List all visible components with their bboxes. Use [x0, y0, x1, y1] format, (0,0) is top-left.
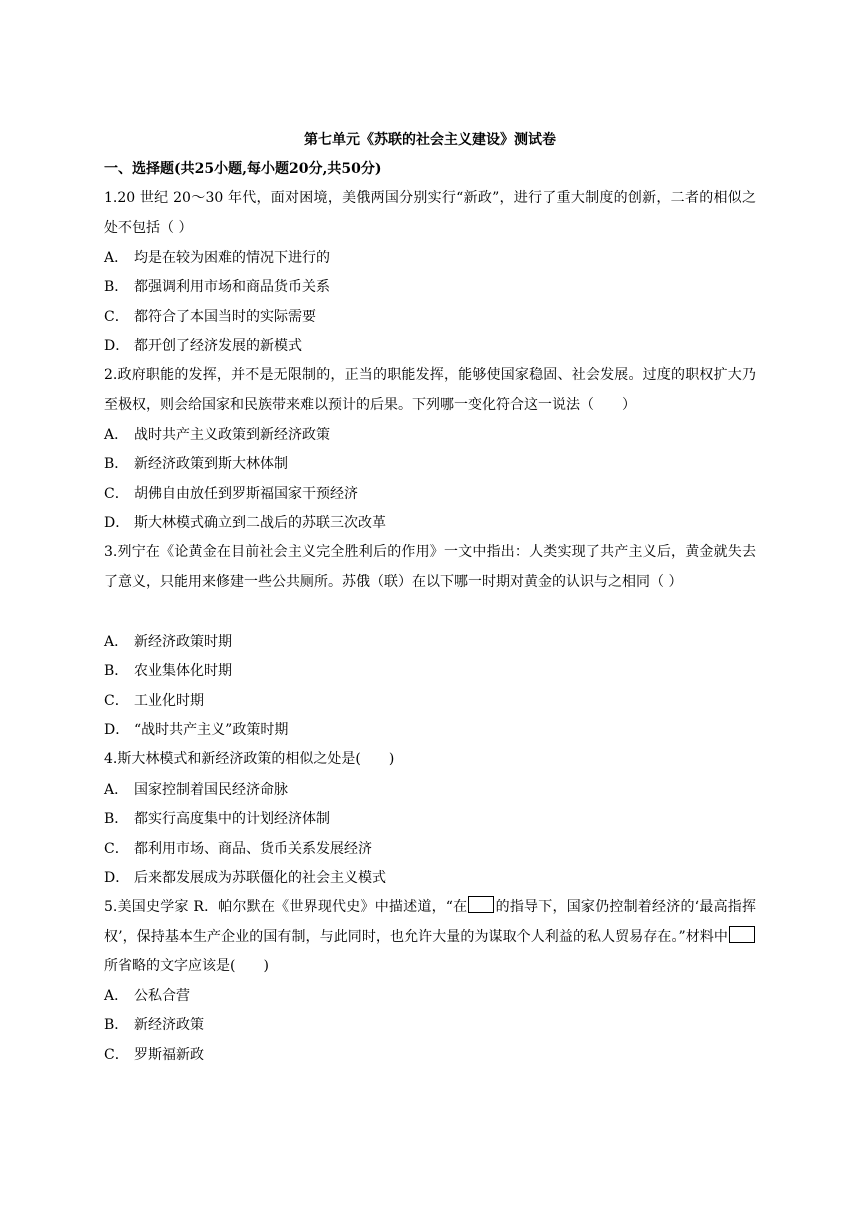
- question-5-stem-part-2: 的指导下，国家仍控制着经济的‘最高指挥权’，保持基本生产企业的国有制，与此同时，也允许大量的为谋取个人利益的私人贸易存在。”材料中: [104, 899, 756, 945]
- question-4-option-a[interactable]: [104, 780, 288, 800]
- option-text: 均是在较为困难的情况下进行的: [134, 250, 330, 266]
- option-label: B．: [104, 456, 129, 472]
- option-text: 罗斯福新政: [134, 1047, 204, 1063]
- option-label: A．: [104, 634, 129, 650]
- question-3-stem: 3.列宁在《论黄金在目前社会主义完全胜利后的作用》一文中指出：人类实现了共产主义后，黄金就失去了意义，只能用来修建一些公共厕所。苏俄（联）在以下哪一时期对黄金的认识与之相同（ ）: [104, 544, 756, 590]
- question-3-option-c[interactable]: [104, 691, 204, 711]
- question-5-option-b[interactable]: [104, 1015, 204, 1035]
- option-label: B．: [104, 1017, 129, 1033]
- question-1-option-d[interactable]: [104, 336, 302, 356]
- option-label: C．: [104, 486, 129, 502]
- option-label: A．: [104, 782, 129, 798]
- question-5-option-c[interactable]: [104, 1045, 204, 1065]
- question-4-option-d[interactable]: [104, 868, 386, 888]
- option-label: C．: [104, 693, 129, 709]
- option-text: 公私合营: [134, 988, 190, 1004]
- question-3-option-d[interactable]: [104, 720, 288, 740]
- option-text: 新经济政策到斯大林体制: [134, 456, 288, 472]
- option-text: 工业化时期: [134, 693, 204, 709]
- question-3-option-b[interactable]: [104, 661, 232, 681]
- option-text: 新经济政策: [134, 1017, 204, 1033]
- option-text: 新经济政策时期: [134, 634, 232, 650]
- option-label: B．: [104, 811, 129, 827]
- option-text: 都实行高度集中的计划经济体制: [134, 811, 330, 827]
- option-label: D．: [104, 722, 130, 738]
- option-label: B．: [104, 663, 129, 679]
- question-5-stem-part-1: 5.美国史学家 R．帕尔默在《世界现代史》中描述道，“在: [104, 899, 468, 915]
- question-2-option-d[interactable]: [104, 513, 386, 533]
- option-label: C．: [104, 841, 129, 857]
- question-2-stem: 2.政府职能的发挥，并不是无限制的，正当的职能发挥，能够使国家稳固、社会发展。过度的职权扩大乃至极权，则会给国家和民族带来难以预计的后果。下列哪一变化符合这一说法（ ）: [104, 367, 756, 413]
- option-text: 都开创了经济发展的新模式: [134, 338, 302, 354]
- option-text: 胡佛自由放任到罗斯福国家干预经济: [134, 486, 358, 502]
- question-5-option-a[interactable]: [104, 986, 190, 1006]
- question-3-option-a[interactable]: [104, 632, 232, 652]
- option-label: B．: [104, 279, 129, 295]
- question-1-option-a[interactable]: [104, 248, 330, 268]
- question-2-option-b[interactable]: [104, 454, 288, 474]
- option-label: A．: [104, 988, 129, 1004]
- option-text: 战时共产主义政策到新经济政策: [134, 427, 330, 443]
- option-label: D．: [104, 515, 130, 531]
- option-label: C．: [104, 1047, 129, 1063]
- option-text: 都强调利用市场和商品货币关系: [134, 279, 330, 295]
- option-text: 都符合了本国当时的实际需要: [134, 309, 316, 325]
- question-4-option-c[interactable]: [104, 839, 372, 859]
- question-1-stem: 1.20 世纪 20～30 年代，面对困境，美俄两国分别实行“新政”，进行了重大制度的创新，二者的相似之处不包括（ ）: [104, 190, 756, 236]
- option-label: D．: [104, 338, 130, 354]
- option-text: 后来都发展成为苏联僵化的社会主义模式: [134, 870, 386, 886]
- page-title: 第七单元《苏联的社会主义建设》测试卷: [304, 132, 556, 148]
- option-text: 斯大林模式确立到二战后的苏联三次改革: [134, 515, 386, 531]
- option-label: C．: [104, 309, 129, 325]
- question-1-option-c[interactable]: [104, 307, 316, 327]
- question-2-option-a[interactable]: [104, 425, 330, 445]
- option-text: 都利用市场、商品、货币关系发展经济: [134, 841, 372, 857]
- section-heading: 一、选择题(共25小题,每小题20分,共50分): [104, 161, 382, 177]
- answer-blank-box: [729, 926, 755, 943]
- option-text: 农业集体化时期: [134, 663, 232, 679]
- question-2-option-c[interactable]: [104, 484, 358, 504]
- question-1-option-b[interactable]: [104, 277, 330, 297]
- question-4-option-b[interactable]: [104, 809, 330, 829]
- question-5-stem: [104, 893, 756, 982]
- option-text: 国家控制着国民经济命脉: [134, 782, 288, 798]
- option-label: A．: [104, 427, 129, 443]
- question-5-stem-part-3: 所省略的文字应该是( ): [104, 958, 269, 974]
- answer-blank-box: [468, 896, 494, 913]
- option-text: “战时共产主义”政策时期: [134, 722, 289, 738]
- question-4-stem: 4.斯大林模式和新经济政策的相似之处是( ): [104, 751, 395, 767]
- option-label: D．: [104, 870, 130, 886]
- option-label: A．: [104, 250, 129, 266]
